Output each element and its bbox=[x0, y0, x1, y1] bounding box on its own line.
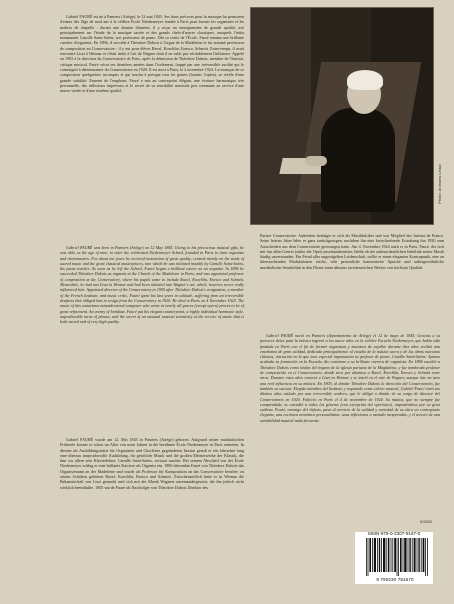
composer-photo bbox=[251, 8, 433, 224]
french-biography bbox=[60, 14, 244, 93]
german-biography-part2 bbox=[260, 233, 444, 270]
barcode-icon bbox=[366, 538, 428, 576]
ismn-number: ISMN-979-0-2307-9167-0 bbox=[367, 531, 421, 536]
spanish-biography bbox=[260, 333, 440, 423]
german-biography-part1 bbox=[60, 437, 244, 490]
english-paragraph: Gabriel FAURÉ was born in Pamiers (Ariège) on 12 May 1845. Owing to his precocious musical gifts, he was able, at the age of nine, to enter the celebrated Niedermeyer School, founded in Paris to train organists and choirmasters. For about ten years he received instruction of great quality, centred mainly on the study of sacred music and the great classical masterpieces, into which he was initiated notably by Camille Saint-Saëns, his piano teacher. As soon as he left the School, Fauré began a brilliant career as an organist. In 1896 he succeeded Théodore Dubois as organist at the Church of the Madeleine in Paris, and was appointed professor of composition at the Conservatory, where his pupils came to include Ravel, Koechlin, Enesco and Schmitt. Meanwhile, he had met Liszt in Weimar and had been initiated into Wagner's art, which, however, never really influenced him. Appointed director of the Conservatory in 1905 after Théodore Dubois's resignation, a member of the French Institute, and music critic, Fauré spent his last years in solitude, suffering from an irreversible deafness that obliged him to resign from the Conservatory in 1920. He died in Paris on 4 November 1924. The music of this sometimes misunderstood composer who wrote in nearly all genres (except opera) proves to be of great refinement. An enemy of bombast, Fauré put his elegant counterpoint, a highly individual harmonic style, unpredictable turns of phrase, and the secret of an unusual musical sensitivity at the service of music that is both varied and of very high quality. bbox=[60, 245, 244, 325]
barcode-digits: 9 790230 791670 bbox=[376, 577, 414, 582]
spanish-paragraph: Gabriel FAURÉ nació en Pamiers (departamento de Ariège) el 12 de mayo de 1845. Gracias a su precoces dotes para la música ingresó a los nueve años en la célebre Escuela Niedermeyer, que había sido fundada en París con el fin de formar organistas y maestros de capilla: durante diez años recibió una enseñanza de gran calidad, dedicada principalmente al estudio de la música sacra y de las obras maestras clásicas, iniciación en la que tuvo especial importancia su profesor de piano, Camille Saint-Saëns. Apenas acabada su formación en la Escuela, dio comienzo a su brillante carrera de organista. En 1896 sucedió a Théodore Dubois como titular del órgano de la iglesia parisina de la Magdalena, y fue nombrado profesor de composición en el Conservatorio, donde tuvo por alumnos a Ravel, Koechlin, Enesco y Schmitt entre otros. Durante estos años conoció a Liszt en Weimar y se inició en el arte de Wagner, aunque éste no tuvo una real influencia en su música. En 1905, al dimitir Théodore Dubois la dirección del Conservatorio, fue también su sucesor. Elegido miembro del Instituto y respetado como crítico musical, Gabriel Fauré vivió sus últimos años aislado por una irreversible sordera, que le obligó a dimitir de su cargo de director del Conservatorio en 1920. Falleció en París el 4 de noviembre de 1924. Su música, que no siempre fue comprendida, se extendió a todos los géneros (con excepción del operístico), imponiéndose por su gran sutileza. Fauré, enemigo del énfasis, puso al servicio de la calidad y variedad de su obra un contrapunto elegante, una escritura armónica personalísima, unas inflexiones a menudo inesperadas, y el secreto de una sensibilidad musical nada frecuente. bbox=[260, 333, 440, 423]
german-paragraph-continued: Pariser Conservatoire. Außerdem betätigte er sich als Musikkritiker und war Mitglied des Institut de France. Seine letzten Jahre lebte er ganz zurückgezogen, nachdem ihn eine fortschreitende Ertaubung ihn 1920 zum Ausscheiden aus dem Conservatoire gezwungen hatte. Am 4. November 1924 starb er in Paris. Fauré, der sich mit fast allen Genres (außer der Oper) auseinandersetzte, bleibt ob der außerordentlichen Subtilität seiner Musik häufig unverstanden. Ein Feind aller ungezügelten Leidenschaft, stellte er einen eleganten Kontrapunkt, eine an überraschenden Modulationen reiche, sehr persönliche harmonische Sprache und außergewöhnliche musikalische Sensibilität in den Dienst eines überaus facettenreichen Werkes von höchster Qualität. bbox=[260, 233, 444, 270]
english-biography bbox=[60, 245, 244, 324]
french-paragraph: Gabriel FAURÉ est né à Pamiers (Ariège), le 12 mai 1845. Ses dons précoces pour la musique lui permirent d'entrer dès l'âge de neuf ans à la célèbre École Niedermeyer fondée à Paris pour former les organistes et les maîtres de chapelle : durant une dizaine d'années, il y reçut un enseignement de grande qualité, axé principalement sur l'étude de la musique sacrée et des grands chefs-d'œuvre classiques, auxquels l'initia notamment Camille Saint-Saëns, son professeur de piano. Dès sa sortie de l'École, Fauré entama une brillante carrière d'organiste. En 1896, il succéda à Théodore Dubois à l'orgue de la Madeleine et fut nommé professeur de composition au Conservatoire : il y eut pour élèves Ravel, Koechlin, Enesco, Schmitt. Entre-temps, il avait rencontré Liszt à Weimar et s'était initié à l'art de Wagner dont il ne subit pas véritablement l'influence. Appelé en 1905 à la direction du Conservatoire de Paris, après la démission de Théodore Dubois, membre de l'Institut, critique musical, Fauré vécut ses dernières années dans l'isolement, frappé par une irréversible surdité qui le contraignit à démissionner du Conservatoire en 1920. Il est mort à Paris, le 4 novembre 1924. La musique de ce compositeur quelquefois incompris et qui toucha à presque tous les genres (hormis l'opéra), se révèle d'une grande subtilité. Ennemi de l'emphase, Fauré a mis au contrepoint élégant, une écriture harmonique très personnelle, des inflexions imprévues et le secret de sa sensibilité musicale peu commune au service d'une œuvre variée et d'une extrême qualité. bbox=[60, 14, 244, 94]
german-paragraph: Gabriel FAURÉ wurde am 12. Mai 1845 in Pamiers (Ariège) geboren. Aufgrund seiner musikalischen Frühreife konnte er schon im Alter von neun Jahren in die berühmte École Niedermeyer in Paris eintreten. In diesem als Ausbildungsstätte für Organisten und Chorleiter gegründeten Institut genoß er ein Jahrzehnt lang eine überaus anspruchsvolle Ausbildung, für geistliche Musik und die großen Meisterwerke der Klassik, die ihm vor allem sein Klavierlehrer, Camille Saint-Saëns, vertraut machte. Bei seinem Abschied von der École Niedermeyer schlug er eine brillante Karriere als Organist ein. 1896 übernahm Fauré von Théodore Dubois das Organistenamt an der Madeleine und wurde als Professor für Komposition an das Conservatoire berufen: zu seinen Schülern gehörten Ravel, Koechlin, Enesco und Schmitt. Zwischenzeitlich hatte er in Weimar die Bekanntschaft von Liszt gemacht und sich mit der Musik Wagners auseinandergesetzt, die ihn jedoch nicht wirklich beeinflußte. 1905 wurde Fauré als Nachfolger von Théodore Dubois Direktor des bbox=[60, 437, 244, 490]
edition-code: II/2002 bbox=[420, 519, 433, 524]
photo-credit: Photo: Archives Leduc bbox=[437, 164, 442, 204]
